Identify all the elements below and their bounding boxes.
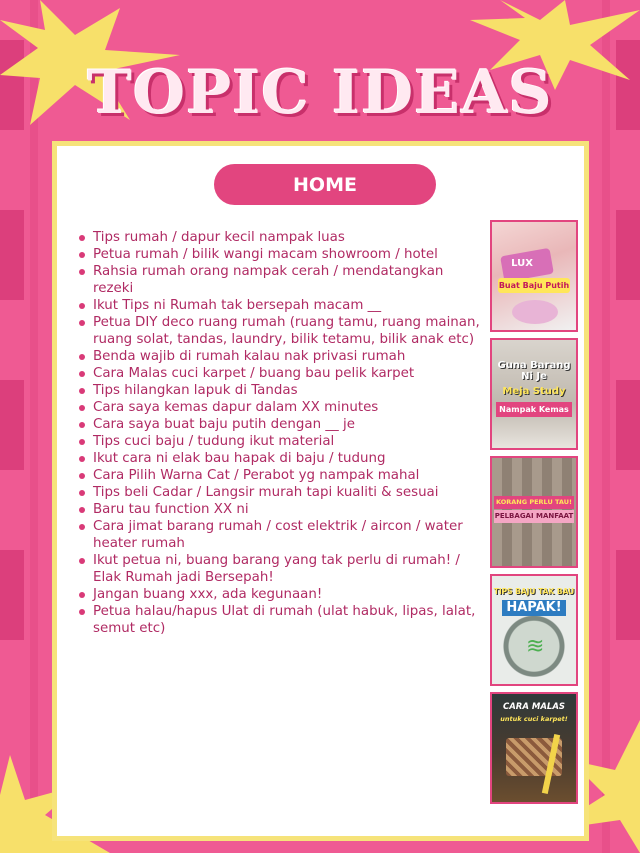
list-item: Petua halau/hapus Ulat di rumah (ulat habuk, lipas, lalat, semut etc) [77, 603, 482, 637]
thumbnail-label: Nampak Kemas [496, 402, 572, 417]
list-item: Baru tau function XX ni [77, 501, 482, 518]
bg-stripe [616, 380, 640, 470]
list-item: Cara saya kemas dapur dalam XX minutes [77, 399, 482, 416]
thumbnail-label: LUX [511, 258, 533, 269]
thumbnail-label: Meja Study [502, 386, 566, 397]
list-item: Ikut petua ni, buang barang yang tak perlu di rumah! / Elak Rumah jadi Bersepah! [77, 552, 482, 586]
page-title: TOPIC IDEAS [87, 58, 553, 128]
section-label: HOME [214, 164, 436, 205]
thumbnail-label: KORANG PERLU TAU! [494, 496, 574, 509]
bg-stripe [0, 380, 24, 470]
odor-icon: ≋ [526, 634, 545, 659]
list-item: Benda wajib di rumah kalau nak privasi rumah [77, 348, 482, 365]
thumbnail-label: CARA MALAS [502, 702, 566, 712]
thumbnail-hapak[interactable] [490, 574, 578, 686]
list-item: Cara Malas cuci karpet / buang bau pelik karpet [77, 365, 482, 382]
thumbnail-baju-putih[interactable] [490, 220, 578, 332]
content-card [52, 141, 589, 841]
list-item: Tips hilangkan lapuk di Tandas [77, 382, 482, 399]
thumbnail-label: HAPAK! [502, 600, 566, 616]
list-item: Cara jimat barang rumah / cost elektrik / aircon / water heater rumah [77, 518, 482, 552]
list-item: Petua DIY deco ruang rumah (ruang tamu, ruang mainan, ruang solat, tandas, laundry, bilik tetamu, bilik anak etc) [77, 314, 482, 348]
thumbnail-column [490, 220, 580, 810]
bg-stripe [0, 210, 24, 300]
bg-stripe [0, 550, 24, 640]
list-item: Ikut cara ni elak bau hapak di baju / tudung [77, 450, 482, 467]
thumbnail-label: TIPS BAJU TAK BAU [493, 587, 575, 596]
list-item: Petua rumah / bilik wangi macam showroom / hotel [77, 246, 482, 263]
thumbnail-manfaat[interactable] [490, 456, 578, 568]
list-item: Rahsia rumah orang nampak cerah / mendatangkan rezeki [77, 263, 482, 297]
bg-stripe [616, 210, 640, 300]
thumbnail-label: Buat Baju Putih [498, 278, 570, 293]
list-item: Tips rumah / dapur kecil nampak luas [77, 229, 482, 246]
list-item: Cara Pilih Warna Cat / Perabot yg nampak mahal [77, 467, 482, 484]
list-item: Ikut Tips ni Rumah tak bersepah macam __ [77, 297, 482, 314]
thumbnail-cuci-karpet[interactable] [490, 692, 578, 804]
list-item: Tips beli Cadar / Langsir murah tapi kualiti & sesuai [77, 484, 482, 501]
bg-stripe [616, 550, 640, 640]
list-item: Cara saya buat baju putih dengan __ je [77, 416, 482, 433]
thumbnail-label: PELBAGAI MANFAAT [494, 510, 574, 523]
list-item: Jangan buang xxx, ada kegunaan! [77, 586, 482, 603]
thumbnail-label: untuk cuci karpet! [500, 715, 568, 723]
list-item: Tips cuci baju / tudung ikut material [77, 433, 482, 450]
thumbnail-meja-study[interactable] [490, 338, 578, 450]
topic-list [77, 229, 482, 637]
thumbnail-label: Guna Barang Ni Je [497, 360, 571, 382]
